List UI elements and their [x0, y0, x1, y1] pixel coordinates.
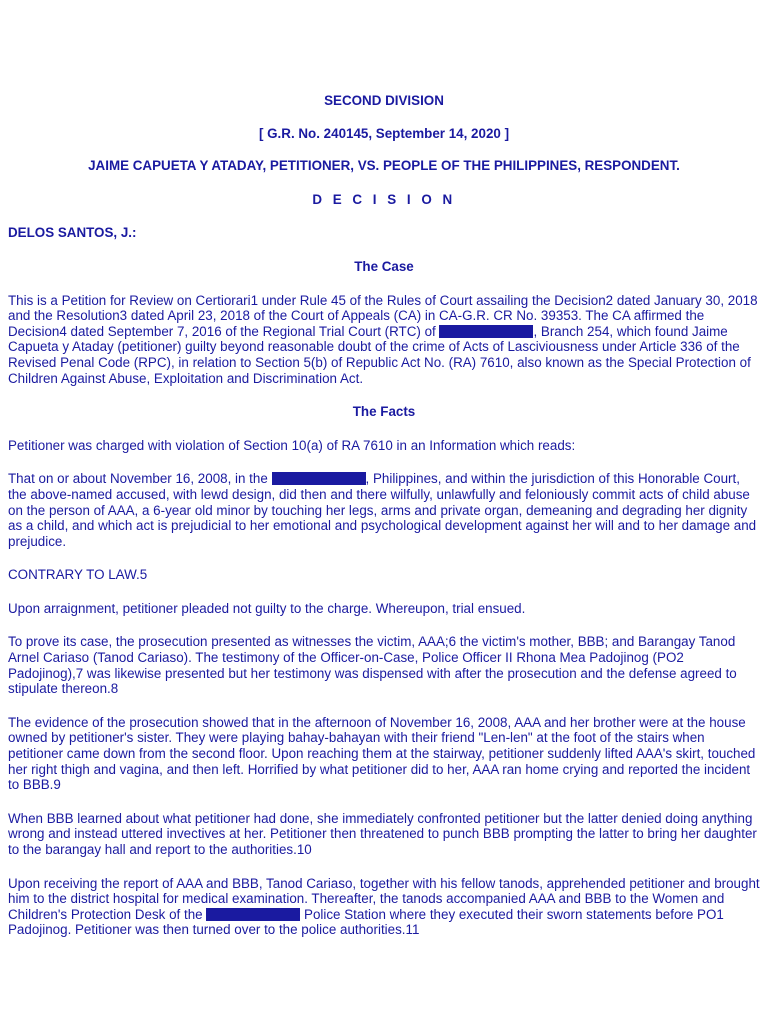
paragraph-apprehension [8, 876, 760, 938]
paragraph-contrary-to-law: CONTRARY TO LAW.5 [8, 567, 148, 583]
decision-heading: D E C I S I O N [312, 191, 456, 207]
redacted-location [439, 325, 533, 338]
section-title-case: The Case [354, 258, 414, 274]
paragraph-case-intro [8, 293, 760, 387]
paragraph-information-intro: Petitioner was charged with violation of Section 10(a) of RA 7610 in an Information which reads: [8, 437, 576, 453]
case-number-heading: [ G.R. No. 240145, September 14, 2020 ] [258, 125, 510, 141]
paragraph-arraignment: Upon arraignment, petitioner pleaded not guilty to the charge. Whereupon, trial ensued. [8, 600, 526, 616]
paragraph-text: , Philippines, and within the jurisdiction of this Honorable Court, the above-named accused, with lewd design, did then and there wilfully, unlawfully and feloniously commit acts of child abuse on the person of AAA, a 6-year old minor by touching her legs, arms and private organ, demeaning and degrading her dignity as a child, and which act is prejudicial to her emotional and psychological development against her will and to her damage and prejudice. [8, 471, 757, 549]
document-page [8, 93, 760, 956]
paragraph-confrontation: When BBB learned about what petitioner had done, she immediately confronted petitioner but the latter denied doing anything wrong and instead uttered invectives at her. Petitioner then threatened to punch BBB prompting the latter to bring her daughter to the barangay hall and report to the authorities.10 [8, 810, 757, 857]
paragraph-text: Police Station where they executed their sworn statements before PO1 Padojinog. Petitioner was then turned over to the police authorities.11 [8, 906, 724, 938]
division-heading: SECOND DIVISION [324, 93, 444, 108]
redacted-location [272, 472, 366, 485]
ponente-name: DELOS SANTOS, J.: [8, 225, 137, 241]
redacted-location [206, 908, 300, 921]
paragraph-prosecution-witnesses: To prove its case, the prosecution presented as witnesses the victim, AAA;6 the victim's mother, BBB; and Barangay Tanod Arnel Cariaso (Tanod Cariaso). The testimony of the Officer-on-Case, Police Officer II Rhona Mea Padojinog (PO2 Padojinog),7 was likewise presented but her testimony was dispensed with after the prosecution and the defense agreed to stipulate thereon.8 [8, 634, 737, 697]
paragraph-text: Upon receiving the report of AAA and BBB, Tanod Cariaso, together with his fellow tanods, apprehended petitioner and brought him to the district hospital for medical examination. Thereafter, the tanods accompanied AAA and BBB to the Women and Children's Protection Desk of the [8, 875, 760, 922]
paragraph-text: That on or about November 16, 2008, in the [8, 471, 272, 487]
paragraph-information-text [8, 471, 760, 549]
paragraph-text: This is a Petition for Review on Certiorari1 under Rule 45 of the Rules of Court assailing the Decision2 dated January 30, 2018 and the Resolution3 dated April 23, 2018 of the Court of Appeals (CA) in CA-G.R. CR No. 39353. The CA affirmed the Decision4 dated September 7, 2016 of the Regional Trial Court (RTC) of [8, 292, 758, 339]
paragraph-text: , Branch 254, which found Jaime Capueta y Ataday (petitioner) guilty beyond reasonable doubt of the crime of Acts of Lasciviousness under Article 336 of the Revised Penal Code (RPC), in relation to Section 5(b) of Republic Act No. (RA) 7610, also known as the Special Protection of Children Against Abuse, Exploitation and Discrimination Act. [8, 323, 751, 386]
paragraph-prosecution-evidence: The evidence of the prosecution showed that in the afternoon of November 16, 2008, AAA and her brother were at the house owned by petitioner's sister. They were playing bahay-bahayan with their friend "Len-len" at the foot of the stairs when petitioner came down from the second floor. Upon reaching them at the stairway, petitioner suddenly lifted AAA's skirt, touched her right thigh and vagina, and then left. Horrified by what petitioner did to her, AAA ran home crying and reported the incident to BBB.9 [8, 714, 756, 793]
parties-heading: JAIME CAPUETA Y ATADAY, PETITIONER, VS. PEOPLE OF THE PHILIPPINES, RESPONDENT. [88, 158, 680, 174]
section-title-facts: The Facts [352, 404, 416, 420]
